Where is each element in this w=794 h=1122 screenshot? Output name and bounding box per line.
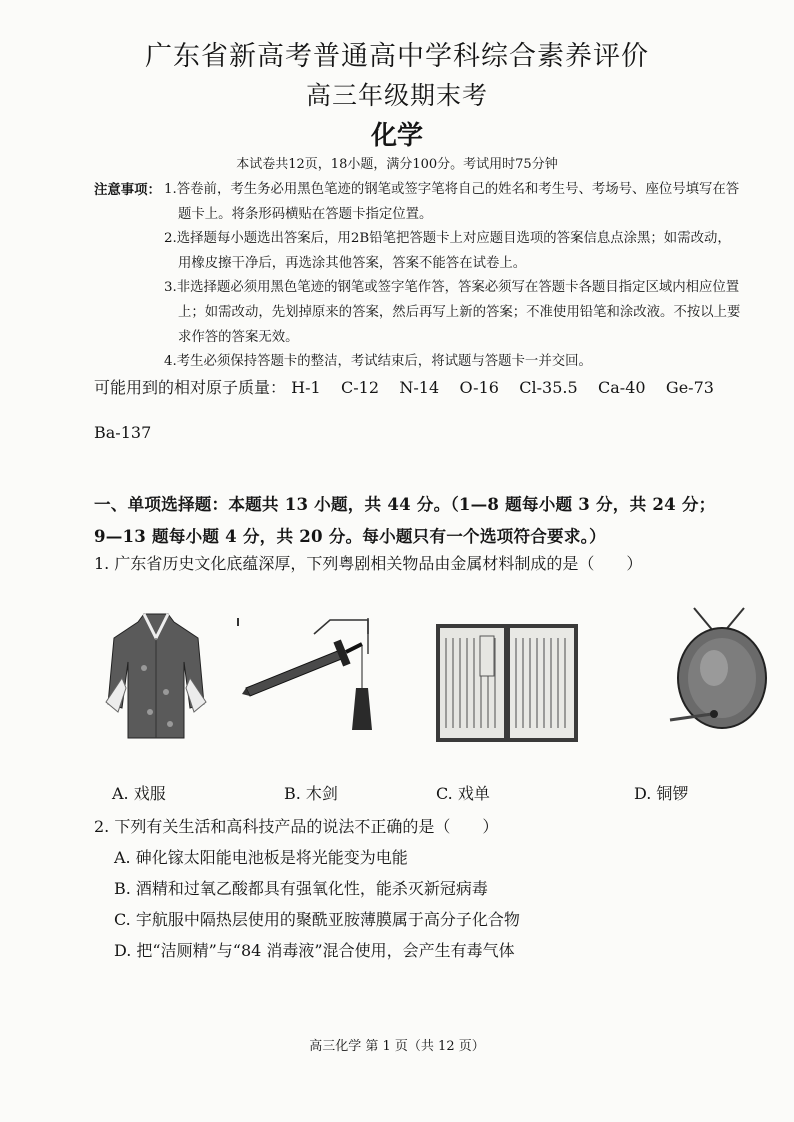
note-3-line-2: 上；如需改动，先划掉原来的答案，然后再写上新的答案；不准使用铅笔和涂改液。不按以上要	[178, 304, 741, 320]
page-footer: 高三化学 第 1 页（共 12 页）	[309, 1039, 485, 1054]
exam-subtitle: 高三年级期末考	[305, 81, 488, 110]
atomic-mass: Ba-137	[94, 423, 152, 442]
note-3-line-1: 3.非选择题必须用黑色笔迹的钢笔或签字笔作答，答案必须写在答题卡各题目指定区域内相应位置	[164, 280, 740, 296]
atomic-mass: H-1	[291, 378, 321, 397]
note-2-line-2: 用橡皮擦干净后，再选涂其他答案，答案不能答在试卷上。	[178, 255, 527, 271]
q2-option-c: C. 宇航服中隔热层使用的聚酰亚胺薄膜属于高分子化合物	[114, 910, 520, 929]
atomic-masses-label: 可能用到的相对原子质量：	[94, 378, 287, 397]
q2-option-b: B. 酒精和过氧乙酸都具有强氧化性，能杀灭新冠病毒	[114, 879, 488, 898]
atomic-mass: O-16	[459, 378, 499, 397]
copper-gong-image	[664, 604, 774, 734]
q1-option-d: D. 铜锣	[634, 784, 689, 803]
question-1-stem: 1. 广东省历史文化底蕴深厚，下列粤剧相关物品由金属材料制成的是（ ）	[94, 554, 643, 573]
note-1-line-2: 题卡上。将条形码横贴在答题卡指定位置。	[178, 206, 433, 222]
q1-option-a: A. 戏服	[112, 784, 166, 803]
q1-option-b: B. 木剑	[284, 784, 338, 803]
atomic-mass: Ca-40	[598, 378, 646, 397]
notes-label: 注意事项：	[94, 182, 161, 198]
exam-title: 广东省新高考普通高中学科综合素养评价	[145, 41, 649, 72]
section-heading-line-2: 9—13 题每小题 4 分，共 20 分。每小题只有一个选项符合要求。）	[94, 526, 606, 546]
subject-title: 化学	[370, 121, 423, 151]
opera-program-image	[436, 624, 578, 742]
atomic-masses	[94, 378, 774, 398]
section-heading-line-1: 一、单项选择题：本题共 13 小题，共 44 分。（1—8 题每小题 3 分，共 24 分；	[94, 494, 716, 514]
note-3-line-3: 求作答的答案无效。	[178, 329, 299, 345]
atomic-mass: C-12	[341, 378, 380, 397]
note-2-line-1: 2.选择题每小题选出答案后，用2B铅笔把答题卡上对应题目选项的答案信息点涂黑；如需改动，	[164, 231, 731, 247]
atomic-mass: Cl-35.5	[519, 378, 578, 397]
exam-info: 本试卷共12页，18小题，满分100分。考试用时75分钟	[236, 157, 558, 172]
question-2-stem: 2. 下列有关生活和高科技产品的说法不正确的是（ ）	[94, 817, 499, 836]
q1-option-c: C. 戏单	[436, 784, 490, 803]
q2-option-d: D. 把“洁厕精”与“84 消毒液”混合使用，会产生有毒气体	[114, 941, 515, 960]
atomic-mass: N-14	[399, 378, 440, 397]
atomic-mass: Ge-73	[665, 378, 714, 397]
section-heading	[94, 488, 774, 552]
opera-costume-image	[104, 608, 208, 742]
notes-block	[94, 178, 774, 375]
wooden-sword-image	[236, 614, 372, 734]
note-1-line-1: 1.答卷前，考生务必用黑色笔迹的钢笔或签字笔将自己的姓名和考生号、考场号、座位号填写在答	[164, 182, 740, 197]
note-4-line-1: 4.考生必须保持答题卡的整洁，考试结束后，将试题与答题卡一并交回。	[164, 354, 592, 370]
q2-option-a: A. 砷化镓太阳能电池板是将光能变为电能	[114, 848, 408, 867]
